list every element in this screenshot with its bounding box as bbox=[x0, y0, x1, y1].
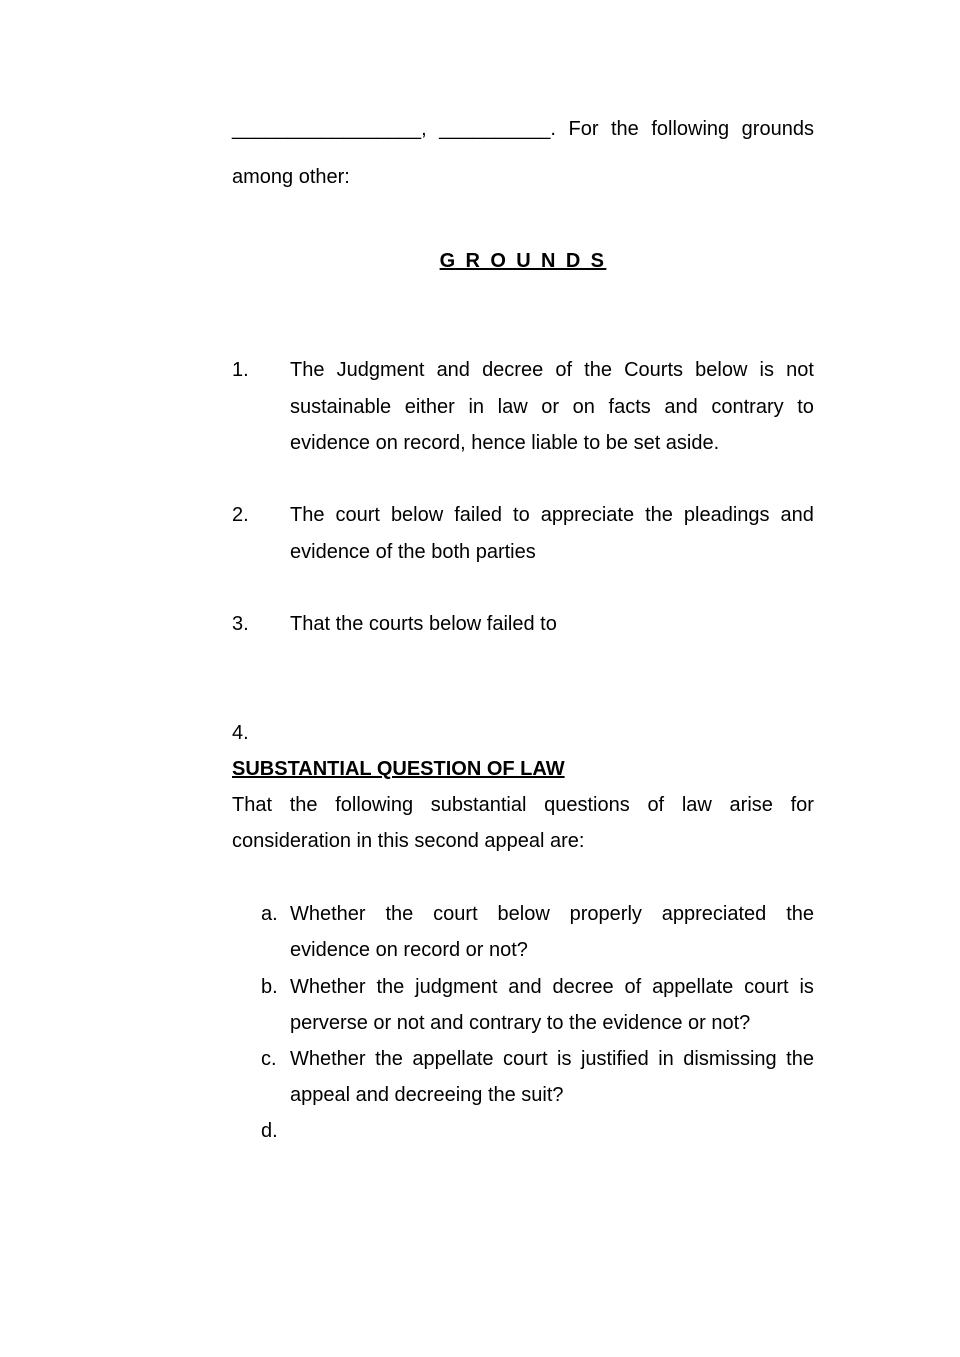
document-page bbox=[232, 0, 814, 1357]
intro-word: following bbox=[651, 118, 730, 140]
word: either bbox=[404, 395, 455, 418]
question-text bbox=[290, 896, 814, 969]
question-letter: b. bbox=[261, 976, 278, 998]
word: The bbox=[290, 359, 325, 381]
ground-number: 4. bbox=[232, 722, 249, 744]
question-letter: c. bbox=[261, 1048, 277, 1070]
word: That bbox=[232, 794, 273, 816]
word: following bbox=[335, 794, 414, 816]
question-text-line: appeal and decreeing the suit? bbox=[290, 1084, 564, 1107]
question-letter: a. bbox=[261, 903, 278, 925]
word: justified bbox=[580, 1048, 649, 1070]
ground-text bbox=[290, 606, 814, 643]
word: the bbox=[786, 903, 814, 925]
question-text bbox=[290, 969, 814, 1042]
word: contrary bbox=[711, 395, 784, 418]
ground-text-line: That the courts below failed to bbox=[290, 613, 557, 635]
word: not bbox=[786, 359, 814, 381]
ground-number: 2. bbox=[232, 504, 249, 526]
ground-text-line: evidence on record, hence liable to be set aside. bbox=[290, 432, 720, 454]
word: appellate bbox=[652, 976, 734, 998]
word: of bbox=[555, 359, 573, 381]
ground-text bbox=[290, 352, 814, 462]
word: and bbox=[664, 395, 698, 418]
word: below bbox=[497, 903, 550, 925]
word: court bbox=[433, 903, 478, 925]
word: the bbox=[645, 504, 673, 526]
word: the bbox=[786, 1048, 814, 1070]
ground-text bbox=[290, 497, 814, 570]
word: dismissing bbox=[683, 1048, 777, 1070]
word: is bbox=[759, 359, 774, 381]
word: and bbox=[436, 359, 470, 381]
ground-number: 1. bbox=[232, 359, 249, 381]
word: the bbox=[375, 1048, 403, 1070]
word: or bbox=[541, 395, 560, 418]
substantial-question-heading: SUBSTANTIAL QUESTION OF LAW bbox=[232, 758, 565, 780]
intro-line-1 bbox=[232, 111, 814, 147]
ground-text-line bbox=[290, 389, 814, 426]
question-text bbox=[290, 1041, 814, 1114]
ground-number: 3. bbox=[232, 613, 249, 635]
word: substantial bbox=[430, 794, 527, 816]
grounds-heading: G R O U N D S bbox=[439, 250, 607, 272]
question-text-line bbox=[290, 969, 814, 1005]
word: the bbox=[385, 903, 414, 925]
substantial-question-intro bbox=[232, 787, 814, 859]
word: the bbox=[376, 976, 405, 998]
question-text-line bbox=[290, 896, 814, 932]
word: of bbox=[647, 794, 665, 816]
word: below bbox=[695, 359, 748, 381]
blank-field-1: _________________, bbox=[232, 118, 427, 140]
word: is bbox=[557, 1048, 572, 1070]
word: court bbox=[503, 1048, 548, 1070]
question-text-line bbox=[290, 1041, 814, 1077]
word: law bbox=[497, 395, 528, 418]
word: and bbox=[780, 504, 814, 526]
word: facts bbox=[608, 395, 651, 418]
intro-text-line: consideration in this second appeal are: bbox=[232, 830, 585, 852]
word: of bbox=[624, 976, 642, 998]
word: on bbox=[572, 395, 595, 418]
intro-text-line bbox=[232, 787, 814, 823]
word: Whether bbox=[290, 976, 366, 998]
word: law bbox=[681, 794, 712, 816]
word: to bbox=[797, 395, 814, 418]
blank-field-2: __________. bbox=[439, 118, 556, 140]
word: to bbox=[513, 504, 530, 526]
word: questions bbox=[544, 794, 630, 816]
word: court bbox=[744, 976, 789, 998]
word: in bbox=[468, 395, 485, 418]
word: pleadings bbox=[683, 504, 770, 526]
word: appellate bbox=[412, 1048, 494, 1070]
intro-line-2: among other: bbox=[232, 166, 350, 188]
ground-text-line: evidence of the both parties bbox=[290, 540, 536, 563]
word: appreciated bbox=[661, 903, 767, 925]
word: Courts bbox=[624, 359, 683, 381]
intro-word: grounds bbox=[741, 118, 814, 140]
word: below bbox=[390, 504, 444, 526]
word: Whether bbox=[290, 1048, 366, 1070]
word: and bbox=[508, 976, 542, 998]
word: court bbox=[335, 504, 380, 526]
word: sustainable bbox=[290, 395, 392, 418]
word: The bbox=[290, 504, 325, 526]
word: decree bbox=[552, 976, 614, 998]
question-text-line: perverse or not and contrary to the evidence or not? bbox=[290, 1012, 751, 1035]
word: Whether bbox=[290, 903, 366, 925]
intro-word: the bbox=[611, 118, 639, 140]
word: is bbox=[799, 976, 814, 998]
ground-text-line bbox=[290, 497, 814, 534]
word: Judgment bbox=[336, 359, 425, 381]
question-text-line: evidence on record or not? bbox=[290, 939, 528, 962]
word: for bbox=[790, 794, 814, 816]
word: the bbox=[289, 794, 318, 816]
word: properly bbox=[569, 903, 642, 925]
word: decree bbox=[482, 359, 544, 381]
word: appreciate bbox=[540, 504, 635, 526]
word: arise bbox=[729, 794, 773, 816]
question-letter: d. bbox=[261, 1120, 278, 1142]
word: in bbox=[658, 1048, 674, 1070]
word: the bbox=[584, 359, 612, 381]
word: failed bbox=[454, 504, 503, 526]
ground-text-line bbox=[290, 352, 814, 389]
intro-word: For bbox=[568, 118, 599, 140]
word: judgment bbox=[415, 976, 498, 998]
